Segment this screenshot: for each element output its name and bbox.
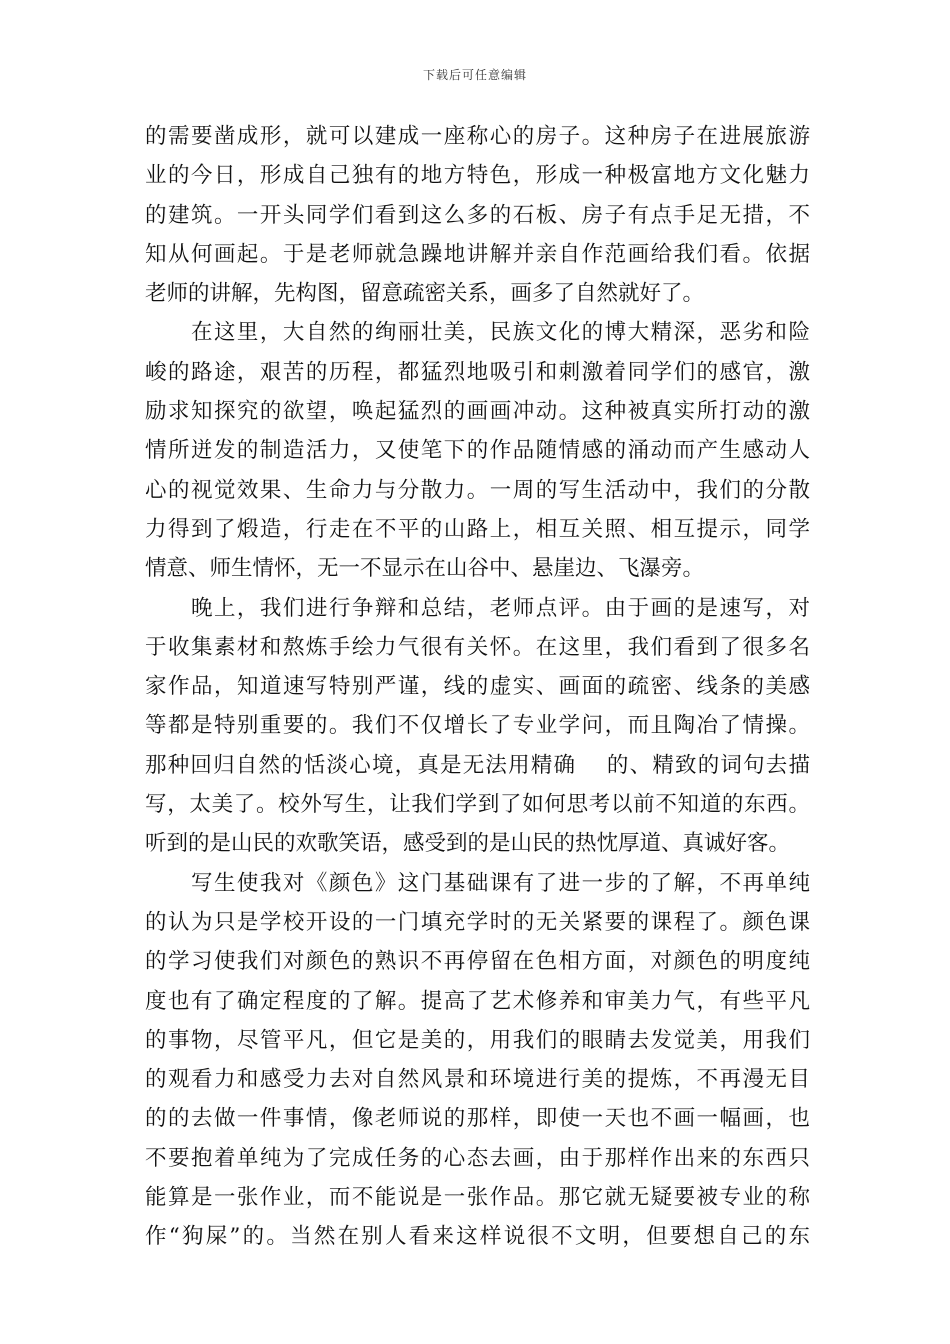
text-line: 不要抱着单纯为了完成任务的心态去画，由于那样作出来的东西只 (145, 1145, 810, 1171)
text-line: 老师的讲解，先构图，留意疏密关系，画多了自然就好了。 (145, 281, 705, 307)
text-line: 听到的是山民的欢歌笑语，感受到的是山民的热忱厚道、真诚好客。 (145, 831, 791, 857)
text-line: 那种回归自然的恬淡心境，真是无法用精确 的、精致的词句去描 (145, 752, 810, 778)
text-line: 于收集素材和熬炼手绘力气很有关怀。在这里，我们看到了很多名 (145, 634, 810, 660)
text-line: 的事物，尽管平凡，但它是美的，用我们的眼睛去发觉美，用我们 (145, 1027, 810, 1053)
text-line: 写，太美了。校外写生，让我们学到了如何思考以前不知道的东西。 (145, 792, 810, 818)
text-line: 在这里，大自然的绚丽壮美，民族文化的博大精深，恶劣和险 (145, 320, 810, 346)
text-line: 业的今日，形成自己独有的地方特色，形成一种极富地方文化魅力 (145, 163, 810, 189)
text-line: 峻的路途，艰苦的历程，都猛烈地吸引和刺激着同学们的感官，激 (145, 359, 810, 385)
text-line: 的观看力和感受力去对自然风景和环境进行美的提炼，不再漫无目 (145, 1067, 810, 1093)
text-line: 的的去做一件事情，像老师说的那样，即使一天也不画一幅画，也 (145, 1106, 810, 1132)
text-line: 写生使我对《颜色》这门基础课有了进一步的了解，不再单纯 (145, 870, 810, 896)
page-header: 下载后可任意编辑 (422, 68, 527, 82)
document-body (145, 117, 810, 1257)
text-line: 度也有了确定程度的了解。提高了艺术修养和审美力气，有些平凡 (145, 988, 810, 1014)
text-line: 的认为只是学校开设的一门填充学时的无关紧要的课程了。颜色课 (145, 909, 810, 935)
text-line: 励求知探究的欲望，唤起猛烈的画画冲动。这种被真实所打动的激 (145, 399, 810, 425)
text-line: 情所迸发的制造活力，又使笔下的作品随情感的涌动而产生感动人 (145, 438, 810, 464)
text-line: 的建筑。一开头同学们看到这么多的石板、房子有点手足无措，不 (145, 202, 810, 228)
text-line: 能算是一张作业，而不能说是一张作品。那它就无疑要被专业的称 (145, 1185, 810, 1211)
text-line: 的需要凿成形，就可以建成一座称心的房子。这种房子在进展旅游 (145, 124, 810, 149)
text-line: 知从何画起。于是老师就急躁地讲解并亲自作范画给我们看。依据 (145, 241, 810, 267)
text-line: 等都是特别重要的。我们不仅增长了专业学问，而且陶冶了情操。 (145, 713, 810, 739)
text-line: 心的视觉效果、生命力与分散力。一周的写生活动中，我们的分散 (145, 477, 810, 503)
text-line: 力得到了煅造，行走在不平的山路上，相互关照、相互提示，同学 (145, 516, 810, 542)
text-line: 情意、师生情怀，无一不显示在山谷中、悬崖边、飞瀑旁。 (145, 556, 705, 582)
text-line: 作“狗屎”的。当然在别人看来这样说很不文明，但要想自己的东 (145, 1224, 810, 1250)
text-line: 家作品，知道速写特别严谨，线的虚实、画面的疏密、线条的美感 (145, 674, 810, 700)
text-line: 晚上，我们进行争辩和总结，老师点评。由于画的是速写，对 (145, 595, 810, 621)
text-line: 的学习使我们对颜色的熟识不再停留在色相方面，对颜色的明度纯 (145, 949, 810, 975)
